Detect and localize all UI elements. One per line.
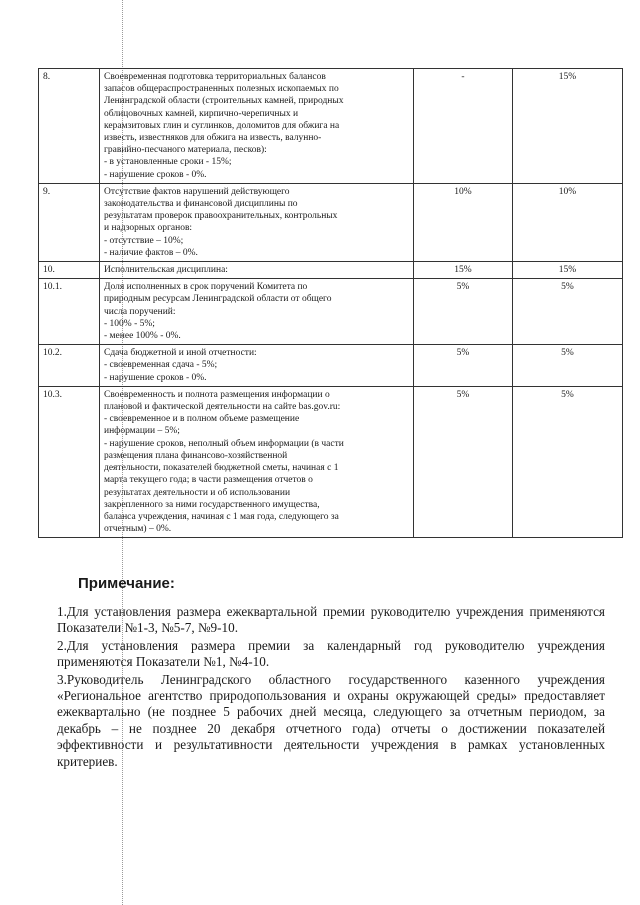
description-line: законодательства и финансовой дисциплины по	[104, 199, 298, 210]
description-line: Ленинградской области (строительных камней, природных	[104, 96, 344, 107]
annual-value: 10%	[513, 183, 623, 261]
description-line: и надзорных органов:	[104, 223, 193, 234]
annual-value: 5%	[513, 279, 623, 345]
description-line: - нарушение сроков - 0%.	[104, 372, 207, 383]
description-line: Доля исполненных в срок поручений Комитета по	[104, 282, 308, 293]
row-number: 10.	[39, 262, 100, 279]
table-row	[39, 183, 623, 261]
table-row	[39, 345, 623, 387]
row-description	[100, 262, 414, 279]
description-line: природным ресурсам Ленинградской области от общего	[104, 294, 332, 305]
quarterly-value: 10%	[414, 183, 513, 261]
description-line: результатам проверок правоохранительных, контрольных	[104, 211, 338, 222]
table-row	[39, 279, 623, 345]
annual-value: 5%	[513, 386, 623, 537]
notes-block	[57, 604, 605, 771]
description-line: размещения плана финансово-хозяйственной	[104, 450, 288, 461]
description-line: - своевременное и в полном объеме размещение	[104, 414, 300, 425]
description-line: - в установленные сроки - 15%;	[104, 157, 232, 168]
annual-value: 15%	[513, 262, 623, 279]
row-number: 8.	[39, 69, 100, 184]
description-line: плановой и фактической деятельности на сайте bas.gov.ru:	[104, 402, 341, 413]
description-line: марта текущего года; в части размещения отчетов о	[104, 475, 313, 486]
description-line: облицовочных камней, кирпично-черепичных и	[104, 108, 299, 119]
description-line: - 100% - 5%;	[104, 318, 155, 329]
description-line: керамзитовых глин и суглинков, доломитов для обжига на	[104, 120, 340, 131]
row-number: 10.3.	[39, 386, 100, 537]
row-description	[100, 69, 414, 184]
description-line: Исполнительская дисциплина:	[104, 265, 228, 276]
quarterly-value: 5%	[414, 345, 513, 387]
row-description	[100, 386, 414, 537]
row-description	[100, 345, 414, 387]
description-line: - менее 100% - 0%.	[104, 331, 181, 342]
quarterly-value: 15%	[414, 262, 513, 279]
row-description	[100, 279, 414, 345]
row-description	[100, 183, 414, 261]
annual-value: 5%	[513, 345, 623, 387]
description-line: - отсутствие – 10%;	[104, 235, 184, 246]
description-line: результатах деятельности и об использовании	[104, 487, 291, 498]
description-line: информации – 5%;	[104, 426, 180, 437]
description-line: известь, известняков для обжига на известь, валунно-	[104, 133, 322, 144]
row-number: 10.1.	[39, 279, 100, 345]
note-item-1: 1.Для установления размера ежеквартальной премии руководителю учреждения применяются Показатели №1-3, №5-7, №9-10.	[57, 604, 605, 636]
description-line: Своевременная подготовка территориальных балансов	[104, 72, 326, 82]
description-line: - наличие фактов – 0%.	[104, 247, 198, 258]
criteria-table	[38, 68, 623, 538]
description-line: гравийно-песчаного материала, песков):	[104, 145, 267, 156]
description-line: - нарушение сроков, неполный объем информации (в части	[104, 438, 344, 449]
quarterly-value: 5%	[414, 386, 513, 537]
row-number: 9.	[39, 183, 100, 261]
quarterly-value: -	[414, 69, 513, 184]
description-line: деятельности, показателей бюджетной сметы, начиная с 1	[104, 463, 339, 474]
table-row	[39, 69, 623, 184]
note-title: Примечание:	[78, 575, 175, 592]
table-row	[39, 386, 623, 537]
quarterly-value: 5%	[414, 279, 513, 345]
table-row	[39, 262, 623, 279]
annual-value: 15%	[513, 69, 623, 184]
description-line: Сдача бюджетной и иной отчетности:	[104, 348, 257, 359]
description-line: числа поручений:	[104, 306, 176, 317]
row-number: 10.2.	[39, 345, 100, 387]
description-line: Своевременность и полнота размещения информации о	[104, 389, 330, 400]
description-line: Отсутствие фактов нарушений действующего	[104, 186, 290, 197]
criteria-table-body	[39, 69, 623, 538]
description-line: закрепленного за ними государственного имущества,	[104, 499, 320, 510]
description-line: - нарушение сроков - 0%.	[104, 169, 207, 180]
note-item-2: 2.Для установления размера премии за календарный год руководителю учреждения применяются Показатели №1, №4-10.	[57, 637, 605, 670]
description-line: отчетным) – 0%.	[104, 524, 172, 535]
description-line: - своевременная сдача - 5%;	[104, 360, 218, 371]
description-line: баланса учреждения, начиная с 1 мая года, следующего за	[104, 511, 339, 522]
note-item-3: 3.Руководитель Ленинградского областного государственного казенного учреждения «Региональное агентство природопользования и охраны окружающей среды» предоставляет ежеквартально (не позднее 5 рабочих дней месяца, следующего за отчетным периодом, за декабрь – не позднее 20 декабря отчетного года) отчеты о достижении показателей эффективности и результативности деятельности учреждения в рамках установленных критериев.	[57, 671, 605, 769]
description-line: запасов общераспространенных полезных ископаемых по	[104, 84, 339, 95]
